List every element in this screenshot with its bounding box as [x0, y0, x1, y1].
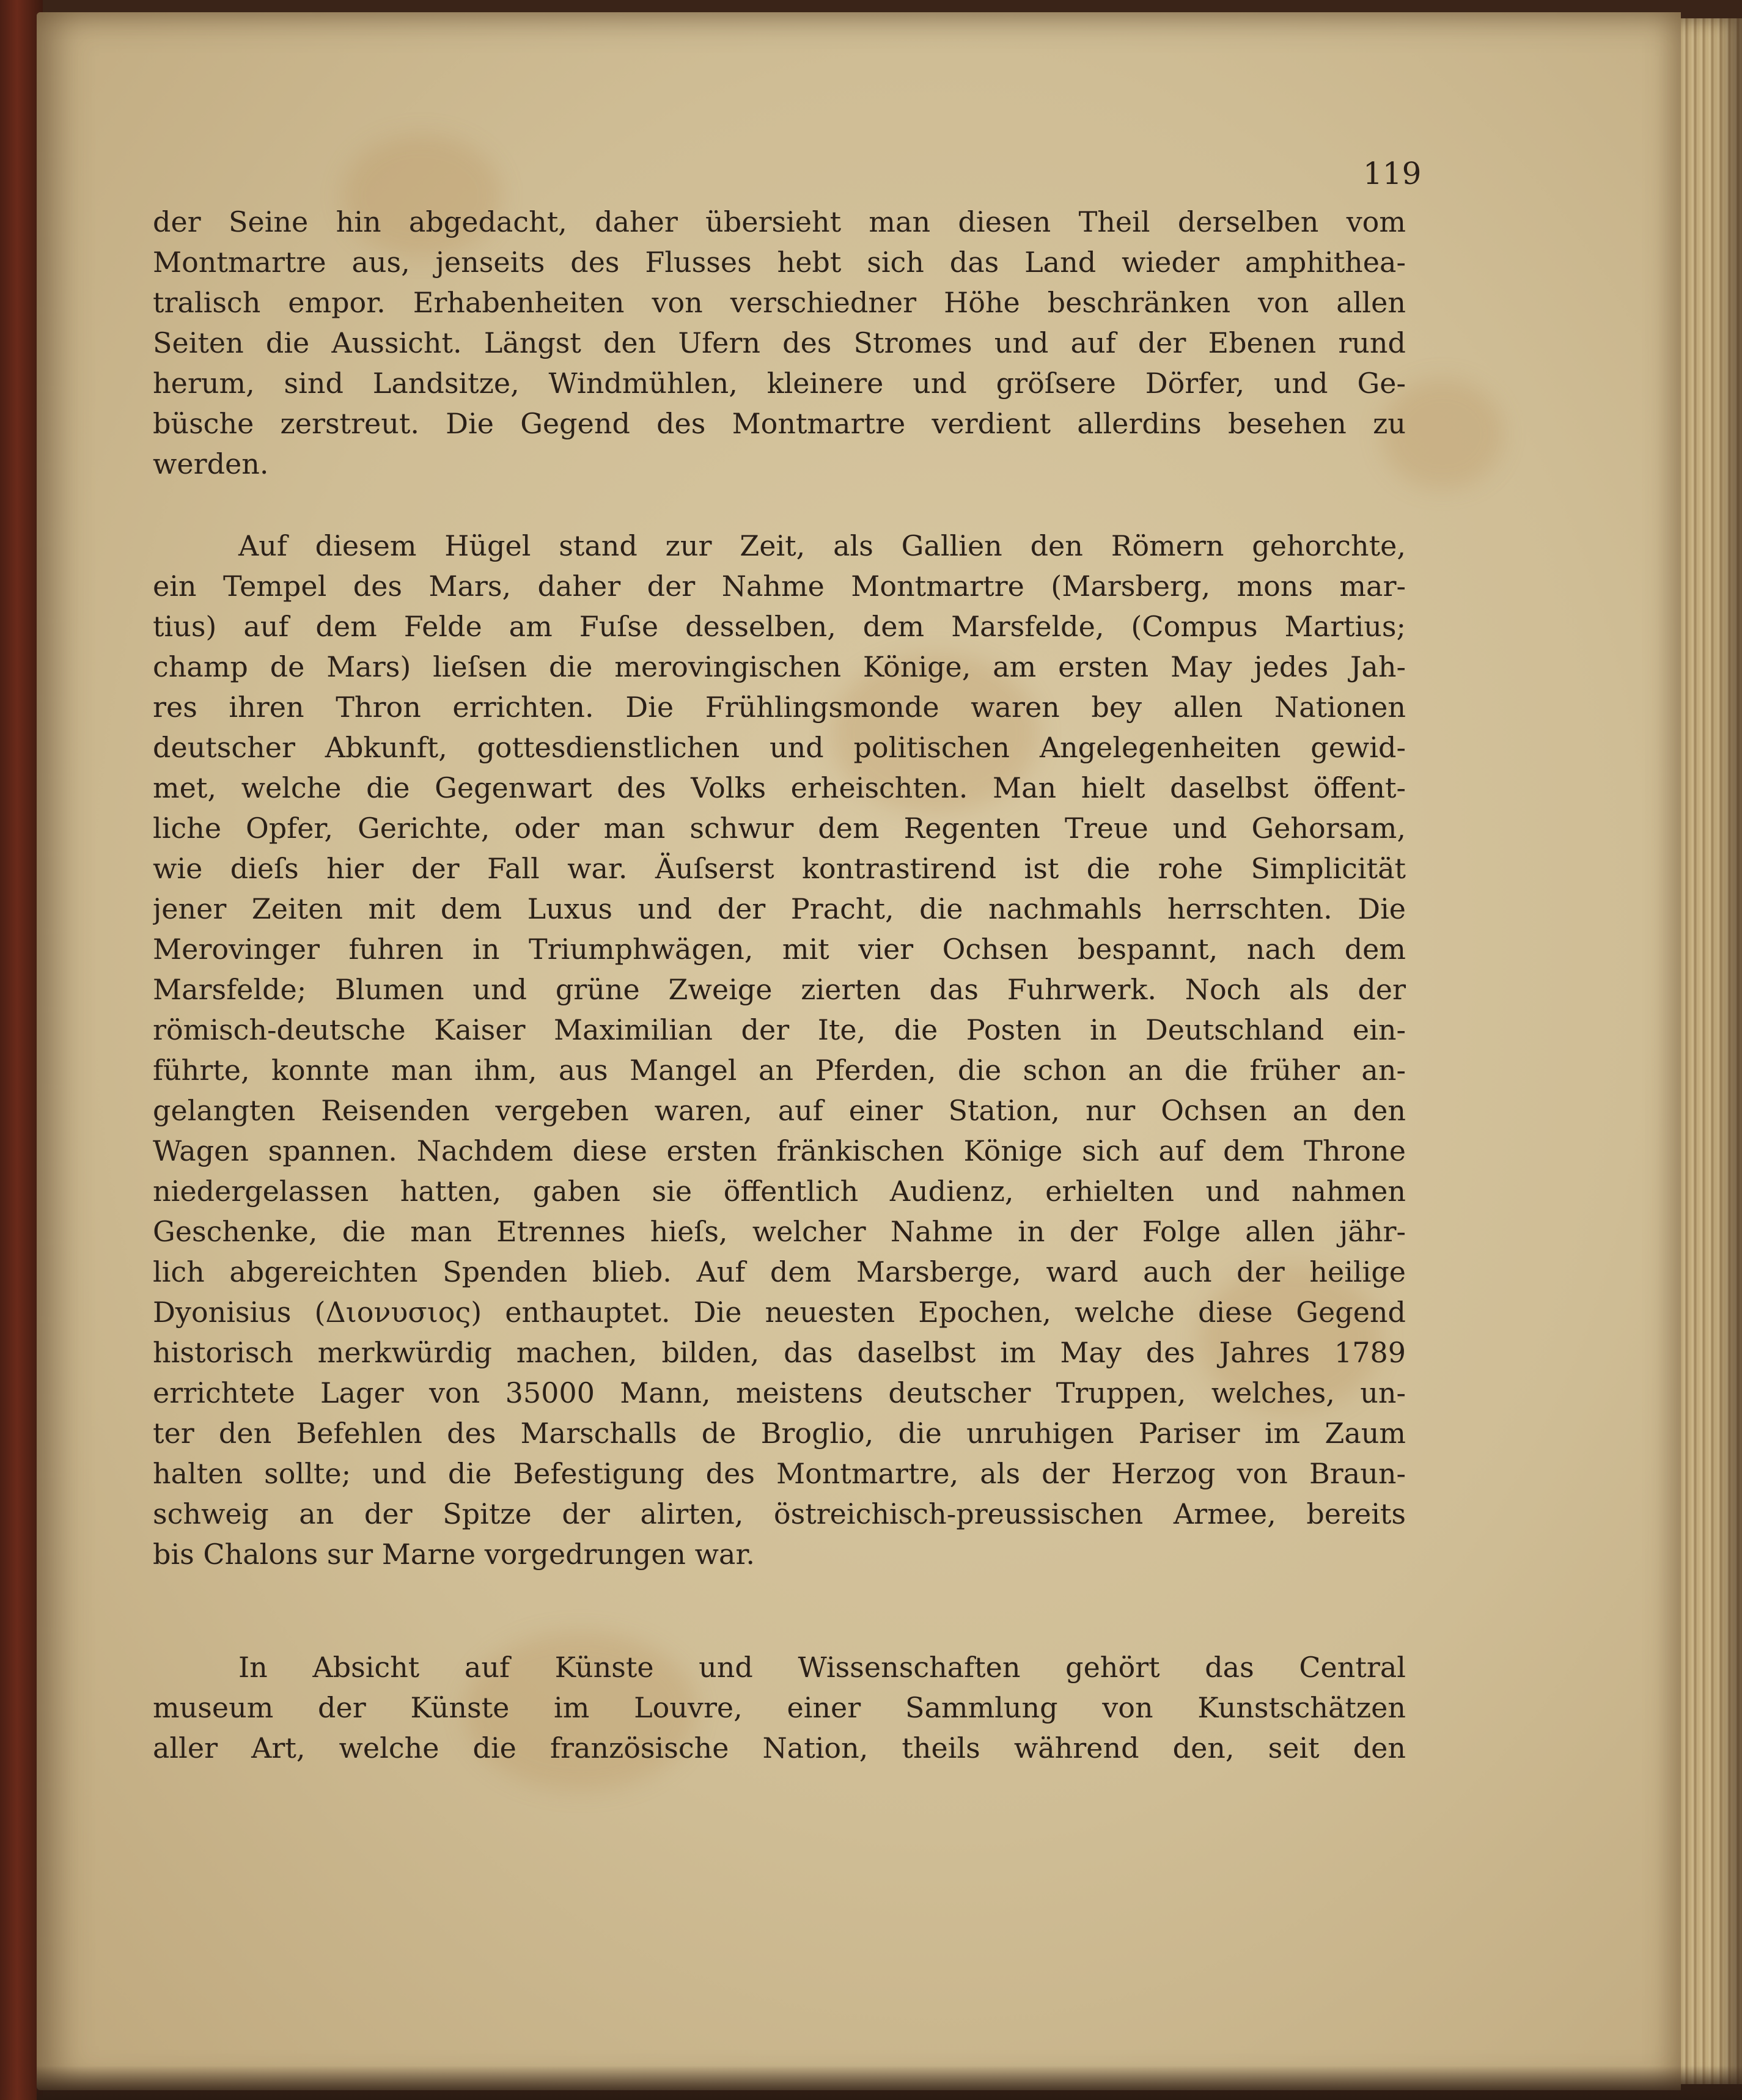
- text-line: champ de Mars) lieſsen die merovingischen Könige, am ersten May jedes Jah-: [153, 650, 1406, 683]
- text-line: herum, sind Landsitze, Windmühlen, kleinere und gröſsere Dörfer, und Ge-: [153, 367, 1406, 400]
- text-line: Dyonisius (Διονυσιος) enthauptet. Die neuesten Epochen, welche diese Gegend: [153, 1296, 1406, 1329]
- text-line: schweig an der Spitze der alirten, östreichisch-preussischen Armee, bereits: [153, 1497, 1406, 1530]
- text-line: res ihren Thron errichten. Die Frühlingsmonde waren bey allen Nationen: [153, 691, 1406, 724]
- text-line: aller Art, welche die französische Nation, theils während den, seit den: [153, 1731, 1406, 1764]
- text-line: ein Tempel des Mars, daher der Nahme Montmartre (Marsberg, mons mar-: [153, 570, 1406, 603]
- text-line: Montmartre aus, jenseits des Flusses hebt sich das Land wieder amphithea-: [153, 246, 1406, 279]
- text-line: historisch merkwürdig machen, bilden, das daselbst im May des Jahres 1789: [153, 1336, 1406, 1369]
- paragraph-2: [153, 526, 1406, 1574]
- page-number: 119: [1363, 156, 1422, 191]
- text-line: der Seine hin abgedacht, daher übersieht man diesen Theil derselben vom: [153, 205, 1406, 238]
- page-edges: [1681, 18, 1742, 2084]
- text-line: bis Chalons sur Marne vorgedrungen war.: [153, 1538, 755, 1571]
- text-line: werden.: [153, 447, 269, 480]
- bottom-shadow: [37, 2066, 1742, 2100]
- text-line: met, welche die Gegenwart des Volks erheischten. Man hielt daselbst öffent-: [153, 771, 1406, 804]
- text-line: liche Opfer, Gerichte, oder man schwur dem Regenten Treue und Gehorsam,: [153, 812, 1406, 845]
- text-line: wie dieſs hier der Fall war. Äuſserst kontrastirend ist die rohe Simplicität: [153, 852, 1406, 885]
- text-line: Merovinger fuhren in Triumphwägen, mit vier Ochsen bespannt, nach dem: [153, 933, 1406, 966]
- text-line: Auf diesem Hügel stand zur Zeit, als Gallien den Römern gehorchte,: [238, 529, 1406, 562]
- text-line: errichtete Lager von 35000 Mann, meistens deutscher Truppen, welches, un-: [153, 1376, 1406, 1409]
- text-line: Marsfelde; Blumen und grüne Zweige zierten das Fuhrwerk. Noch als der: [153, 973, 1406, 1006]
- text-line: deutscher Abkunft, gottesdienstlichen und politischen Angelegenheiten gewid-: [153, 731, 1406, 764]
- text-line: halten sollte; und die Befestigung des Montmartre, als der Herzog von Braun-: [153, 1457, 1406, 1490]
- text-line: Geschenke, die man Etrennes hieſs, welcher Nahme in der Folge allen jähr-: [153, 1215, 1406, 1248]
- text-line: büsche zerstreut. Die Gegend des Montmartre verdient allerdins besehen zu: [153, 407, 1406, 440]
- text-line: museum der Künste im Louvre, einer Sammlung von Kunstschätzen: [153, 1691, 1406, 1724]
- text-line: tius) auf dem Felde am Fuſse desselben, dem Marsfelde, (Compus Martius;: [153, 610, 1406, 643]
- text-line: römisch-deutsche Kaiser Maximilian der Ite, die Posten in Deutschland ein-: [153, 1013, 1406, 1046]
- paragraph-1: [153, 202, 1406, 484]
- text-line: ter den Befehlen des Marschalls de Broglio, die unruhigen Pariser im Zaum: [153, 1417, 1406, 1450]
- text-line: In Absicht auf Künste und Wissenschaften gehört das Central: [238, 1651, 1406, 1684]
- text-line: führte, konnte man ihm, aus Mangel an Pferden, die schon an die früher an-: [153, 1054, 1406, 1087]
- text-line: lich abgereichten Spenden blieb. Auf dem Marsberge, ward auch der heilige: [153, 1255, 1406, 1288]
- text-line: Seiten die Aussicht. Längst den Ufern des Stromes und auf der Ebenen rund: [153, 326, 1406, 359]
- text-line: gelangten Reisenden vergeben waren, auf einer Station, nur Ochsen an den: [153, 1094, 1406, 1127]
- paragraph-3: [153, 1647, 1406, 1768]
- text-line: Wagen spannen. Nachdem diese ersten fränkischen Könige sich auf dem Throne: [153, 1134, 1406, 1167]
- text-line: jener Zeiten mit dem Luxus und der Pracht, die nachmahls herrschten. Die: [153, 892, 1406, 925]
- text-line: niedergelassen hatten, gaben sie öffentlich Audienz, erhielten und nahmen: [153, 1175, 1406, 1208]
- text-line: tralisch empor. Erhabenheiten von verschiedner Höhe beschränken von allen: [153, 286, 1406, 319]
